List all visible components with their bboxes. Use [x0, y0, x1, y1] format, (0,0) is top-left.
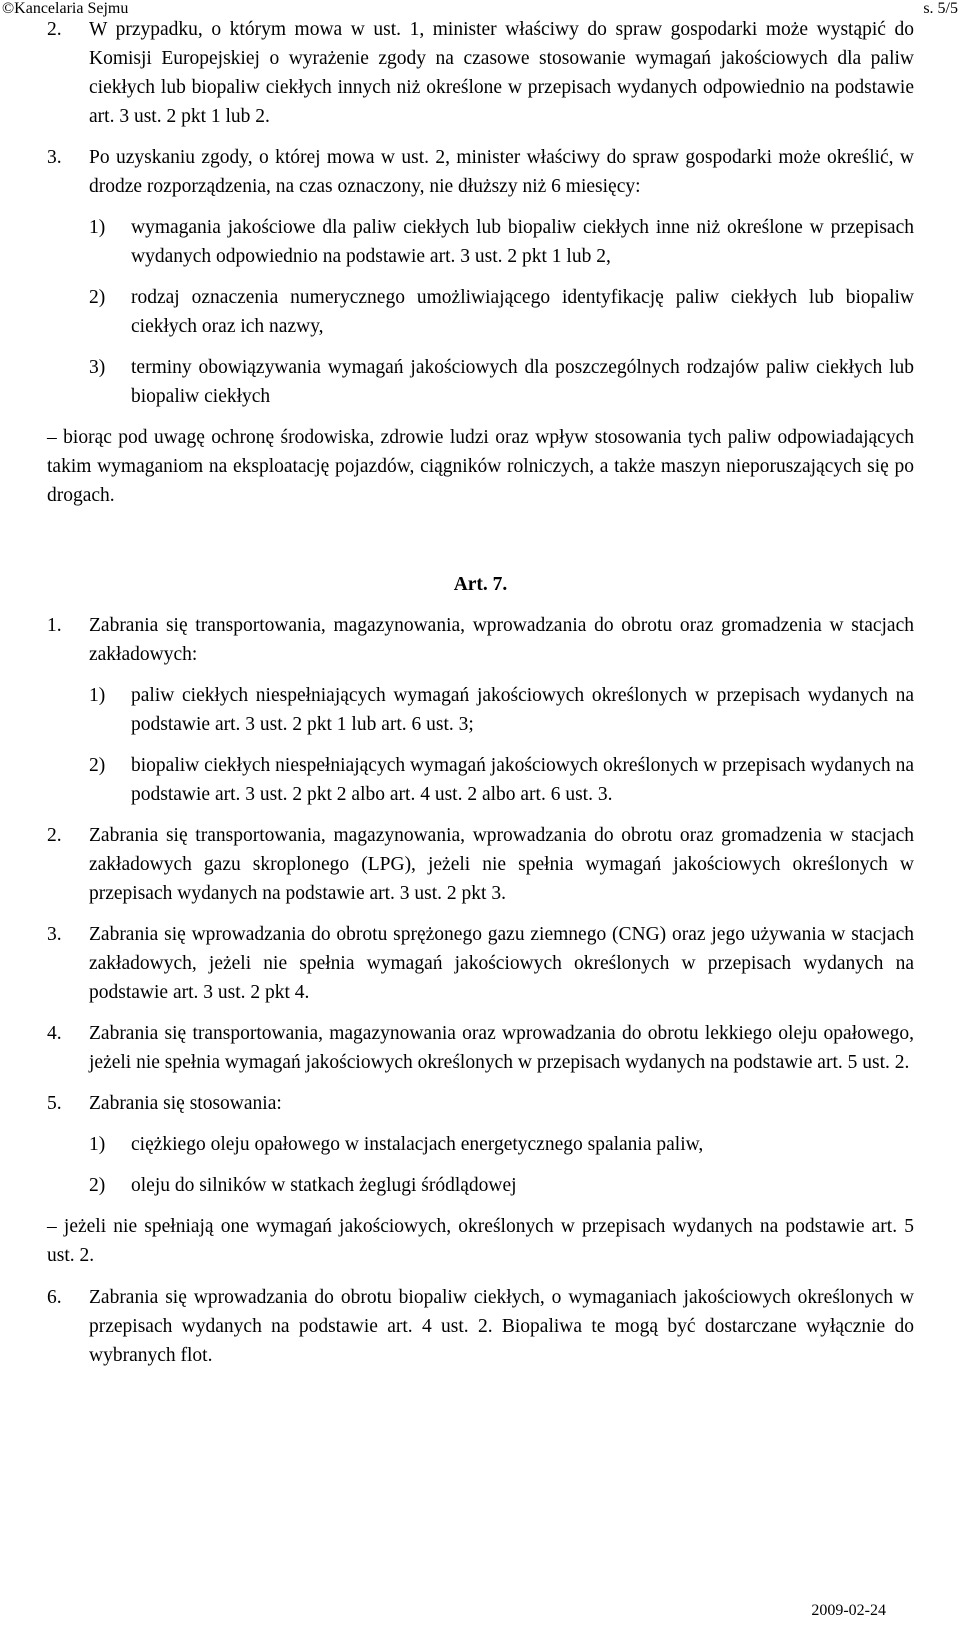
art7-paragraph-6: 6. Zabrania się wprowadzania do obrotu biopaliw ciekłych, o wymaganiach jakościowych określonych w przepisach wydanych na podstawie art. 4 ust. 2. Biopaliwa te mogą być dostarczane wyłącznie do wybranych flot. — [47, 1287, 914, 1366]
header-page-number: s. 5/5 — [923, 0, 958, 17]
paragraph-3: 3. Po uzyskaniu zgody, o której mowa w ust. 2, minister właściwy do spraw gospodarki może określić, w drodze rozporządzenia, na czas oznaczony, nie dłuższy niż 6 miesięcy: — [47, 147, 914, 197]
art7-paragraph-4: 4. Zabrania się transportowania, magazynowania oraz wprowadzania do obrotu lekkiego oleju opałowego, jeżeli nie spełnia wymagań jakościowych określonych w przepisach wydanych na podstawie art. 5 ust. 2. — [47, 1023, 914, 1073]
paragraph-2: 2. W przypadku, o którym mowa w ust. 1, minister właściwy do spraw gospodarki może wystąpić do Komisji Europejskiej o wyrażenie zgody na czasowe stosowanie wymagań jakościowych dla paliw ciekłych lub biopaliw ciekłych innych niż określone w przepisach wydanych odpowiednio na podstawie art. 3 ust. 2 pkt 1 lub 2. — [47, 19, 914, 127]
header-copyright: ©Kancelaria Sejmu — [2, 0, 129, 17]
list-item: 3) terminy obowiązywania wymagań jakościowych dla poszczególnych rodzajów paliw ciekłych lub biopaliw ciekłych — [89, 357, 914, 407]
list-item: 2) biopaliw ciekłych niespełniających wymagań jakościowych określonych w przepisach wydanych na podstawie art. 3 ust. 2 pkt 2 albo art. 4 ust. 2 albo art. 6 ust. 3. — [89, 755, 914, 805]
list-item: 2) rodzaj oznaczenia numerycznego umożliwiającego identyfikację paliw ciekłych lub biopaliw ciekłych oraz ich nazwy, — [89, 287, 914, 337]
closing-clause: – biorąc pod uwagę ochronę środowiska, zdrowie ludzi oraz wpływ stosowania tych paliw odpowiadających takim wymaganiom na eksploatację pojazdów, ciągników rolniczych, a także maszyn nieporuszających się po drogach. — [47, 427, 914, 506]
list-item: 1) wymagania jakościowe dla paliw ciekłych lub biopaliw ciekłych inne niż określone w przepisach wydanych odpowiednio na podstawie art. 3 ust. 2 pkt 1 lub 2, — [89, 217, 914, 267]
list-item: 1) ciężkiego oleju opałowego w instalacjach energetycznego spalania paliw, — [89, 1134, 704, 1155]
art7-paragraph-5: 5. Zabrania się stosowania: — [47, 1093, 282, 1114]
document-body — [47, 15, 914, 1382]
article-title: Art. 7. — [453, 574, 508, 595]
art7-paragraph-3: 3. Zabrania się wprowadzania do obrotu sprężonego gazu ziemnego (CNG) oraz jego używania w stacjach zakładowych, jeżeli nie spełnia wymagań jakościowych określonych w przepisach wydanych na podstawie art. 3 ust. 2 pkt 4. — [47, 924, 914, 1003]
closing-clause: – jeżeli nie spełniają one wymagań jakościowych, określonych w przepisach wydanych na podstawie art. 5 ust. 2. — [47, 1216, 914, 1266]
art7-paragraph-1: 1. Zabrania się transportowania, magazynowania, wprowadzania do obrotu oraz gromadzenia w stacjach zakładowych: — [47, 615, 914, 665]
art7-paragraph-2: 2. Zabrania się transportowania, magazynowania, wprowadzania do obrotu oraz gromadzenia w stacjach zakładowych gazu skroplonego (LPG), jeżeli nie spełnia wymagań jakościowych określonych w przepisach wydanych na podstawie art. 3 ust. 2 pkt 3. — [47, 825, 914, 904]
list-item: 1) paliw ciekłych niespełniających wymagań jakościowych określonych w przepisach wydanych na podstawie art. 3 ust. 2 pkt 1 lub art. 6 ust. 3; — [89, 685, 914, 735]
list-item: 2) oleju do silników w statkach żeglugi śródlądowej — [89, 1175, 517, 1196]
footer-date: 2009-02-24 — [811, 1602, 886, 1619]
